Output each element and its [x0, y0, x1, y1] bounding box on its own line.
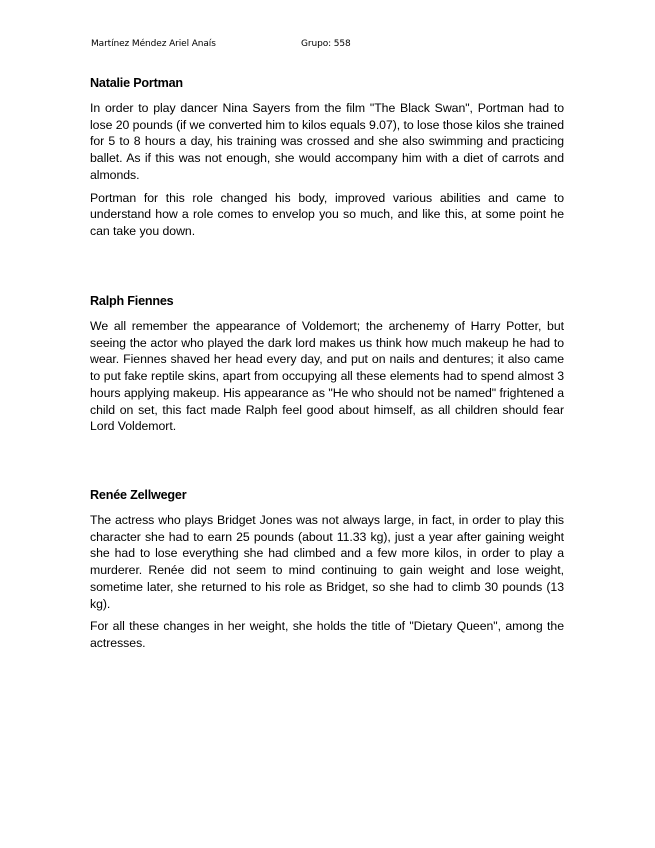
section-ralph-fiennes — [90, 293, 564, 435]
section-renee-zellweger — [90, 487, 564, 652]
section-paragraph: We all remember the appearance of Voldemort; the archenemy of Harry Potter, but seeing the actor who played the dark lord makes us think how much makeup he had to wear. Fiennes shaved her head every day, and put on nails and dentures; it also came to put fake reptile skins, apart from occupying all these elements had to spend almost 3 hours applying makeup. His appearance as "He who should not be named" frightened a child on set, this fact made Ralph feel good about himself, as all children should fear Lord Voldemort. — [90, 319, 564, 434]
section-paragraph: Portman for this role changed his body, improved various abilities and came to understand how a role comes to envelop you so much, and like this, at some point he can take you down. — [90, 190, 564, 238]
author-name: Martínez Méndez Ariel Anaís — [91, 39, 216, 49]
group-number: Grupo: 558 — [301, 39, 351, 49]
page-header — [91, 39, 351, 49]
section-paragraph: In order to play dancer Nina Sayers from the film "The Black Swan", Portman had to lose 20 pounds (if we converted him to kilos equals 9.07), to lose those kilos she trained for 5 to 8 hours a day, his training was crossed and she also swimming and practicing ballet. As if this was not enough, she would accompany him with a diet of carrots and almonds. — [90, 101, 564, 182]
section-title: Natalie Portman — [90, 76, 183, 90]
section-paragraph: The actress who plays Bridget Jones was not always large, in fact, in order to play this character she had to earn 25 pounds (about 11.33 kg), just a year after gaining weight she had to lose everything she had climbed and a few more kilos, in order to play a murderer. Renée did not seem to mind continuing to gain weight and lose weight, sometime later, she returned to his role as Bridget, so she had to climb 30 pounds (13 kg). — [90, 513, 564, 611]
section-title: Ralph Fiennes — [90, 294, 174, 308]
section-natalie-portman — [90, 75, 564, 240]
section-paragraph: For all these changes in her weight, she holds the title of "Dietary Queen", among the actresses. — [90, 619, 564, 650]
section-title: Renée Zellweger — [90, 488, 187, 502]
